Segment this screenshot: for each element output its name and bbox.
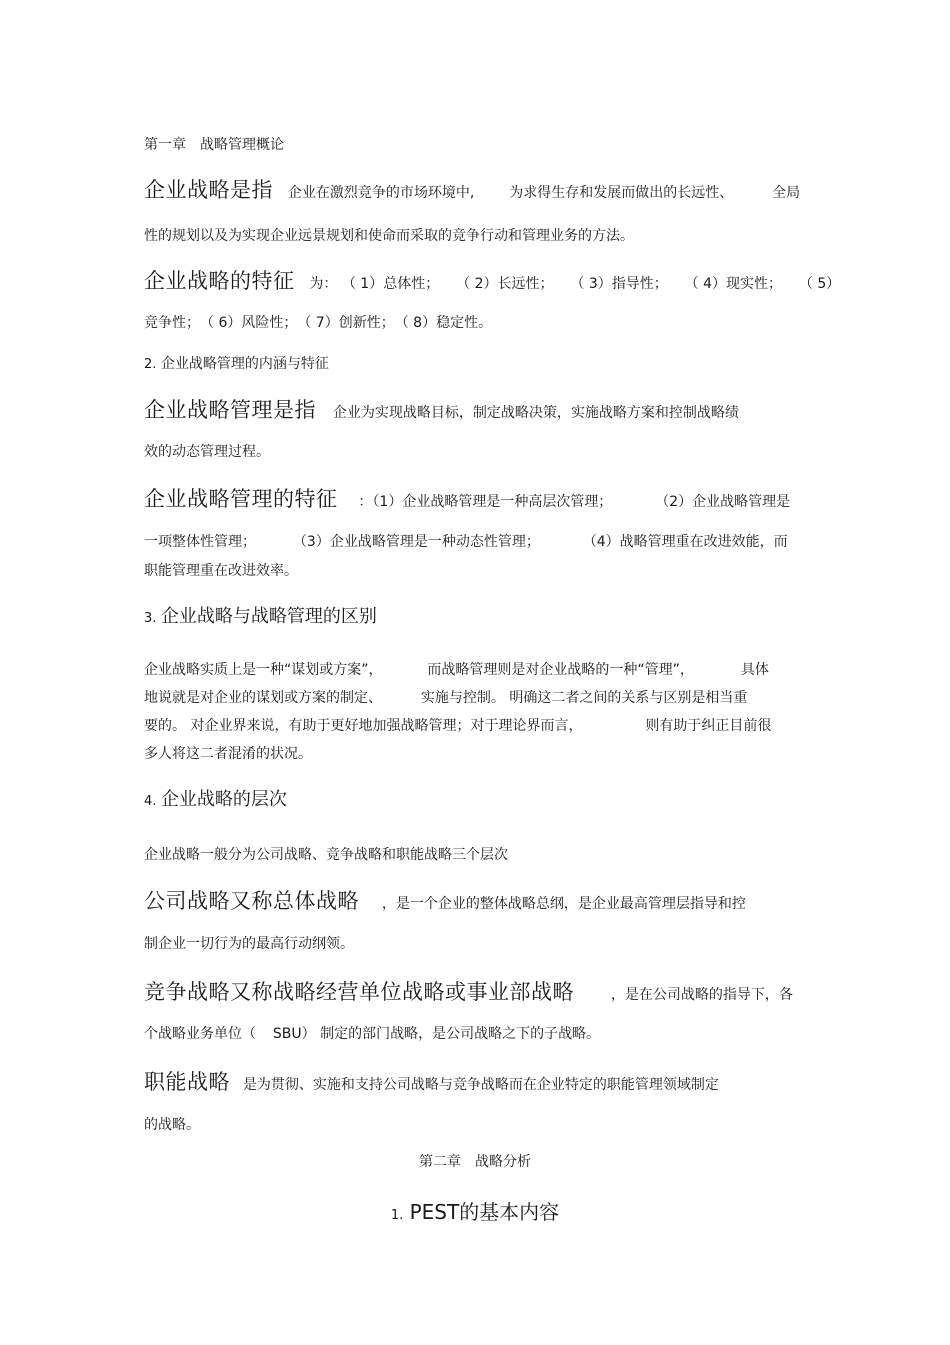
functional-strategy-line-1 [144, 1072, 719, 1095]
functional-strategy-term: 职能战略 [144, 1070, 230, 1094]
difference-text-b: 而战略管理则是对企业战略的一种“管理”， [427, 662, 694, 678]
difference-text-c: 具体 [740, 662, 769, 678]
section-3-title: 企业战略与战略管理的区别 [160, 606, 377, 627]
section-3-number: 3. [144, 611, 157, 626]
difference-text-d: 地说就是对企业的谋划或方案的制定、 [144, 690, 382, 706]
chapter-1-title [144, 135, 284, 155]
strategy-definition-term: 企业战略是指 [144, 178, 273, 202]
mgmt-features-text-d: （3）企业战略管理是一种动态性管理； [292, 534, 540, 550]
chapter-2-section-1-heading [0, 1198, 950, 1230]
mgmt-definition-term: 企业战略管理是指 [144, 398, 316, 422]
strategy-features-term: 企业战略的特征 [144, 269, 295, 293]
chapter-2-title [0, 1152, 950, 1172]
strategy-feature-1: （ 1）总体性； [341, 276, 440, 292]
levels-intro [144, 845, 508, 865]
functional-strategy-line-2 [144, 1115, 200, 1135]
strategy-definition-text-c: 全局 [772, 185, 801, 201]
section-3-heading [144, 607, 377, 629]
mgmt-features-term: 企业战略管理的特征 [144, 487, 338, 511]
strategy-feature-2: （ 2）长远性； [456, 276, 554, 292]
mgmt-definition-text-line2: 效的动态管理过程。 [144, 444, 270, 460]
mgmt-features-text-b: （2）企业战略管理是 [655, 494, 791, 510]
corporate-strategy-text-a: ，是一个企业的整体战略总纲，是企业最高管理层指导和控 [381, 896, 746, 912]
mgmt-definition-text-a: 企业为实现战略目标，制定战略决策，实施战略方案和控制战略绩 [332, 405, 739, 421]
section-4-heading [144, 790, 287, 812]
functional-strategy-text-a: 是为贯彻、实施和支持公司战略与竞争战略而在企业特定的职能管理领域制定 [242, 1077, 719, 1093]
difference-text-f: 要的。 对企业界来说，有助于更好地加强战略管理；对于理论界而言， [144, 718, 583, 734]
difference-text-a: 企业战略实质上是一种“谋划或方案”， [144, 662, 383, 678]
corporate-strategy-text-line2: 制企业一切行为的最高行动纲领。 [144, 936, 354, 952]
mgmt-features-line-3 [144, 561, 298, 581]
difference-text-g: 则有助于纠正目前很 [645, 718, 772, 734]
strategy-definition-text-line2: 性的规划以及为实现企业远景规划和使命而采取的竞争行动和管理业务的方法。 [144, 228, 634, 244]
difference-line-2 [144, 688, 747, 708]
strategy-definition-text-b: 为求得生存和发展而做出的长远性、 [509, 185, 734, 201]
strategy-features-line-2 [144, 313, 492, 333]
difference-line-4 [144, 744, 312, 764]
corporate-strategy-line-1 [144, 891, 746, 914]
strategy-definition-text-a: 企业在激烈竞争的市场环境中, [287, 185, 475, 201]
mgmt-features-line-1 [144, 489, 790, 512]
section-4-title: 企业战略的层次 [160, 789, 287, 810]
strategy-feature-3: （ 3）指导性； [570, 276, 668, 292]
strategy-definition-line-1 [144, 180, 800, 203]
mgmt-features-line-2 [144, 532, 788, 552]
strategy-definition-line-2 [144, 226, 634, 246]
mgmt-definition-line-1 [144, 400, 739, 423]
competitive-strategy-text-b: 个战略业务单位（ [144, 1026, 256, 1042]
mgmt-features-text-a: ：（1）企业战略管理是一种高层次管理； [358, 494, 613, 510]
mgmt-definition-line-2 [144, 442, 270, 462]
chapter-2-title-text: 第二章 战略分析 [419, 1154, 531, 1170]
levels-intro-text: 企业战略一般分为公司战略、竞争战略和职能战略三个层次 [144, 847, 508, 863]
section-2-number: 2. [144, 357, 157, 372]
competitive-strategy-text-a: ，是在公司战略的指导下，各 [610, 987, 793, 1003]
strategy-feature-4: （ 4）现实性； [684, 276, 783, 292]
chapter-2-section-1-number: 1. [390, 1208, 404, 1223]
strategy-features-text-line2: 竞争性； （ 6）风险性； （ 7）创新性； （ 8）稳定性。 [144, 315, 493, 331]
competitive-strategy-line-2 [144, 1024, 600, 1044]
difference-line-3 [144, 716, 771, 736]
chapter-1-title-text: 第一章 战略管理概论 [144, 137, 284, 153]
mgmt-features-text-line3: 职能管理重在改进效率。 [144, 563, 298, 579]
mgmt-features-text-c: 一项整体性管理； [144, 534, 256, 550]
difference-text-e: 实施与控制。 明确这二者之间的关系与区别是相当重 [420, 690, 748, 706]
strategy-features-line-1 [144, 271, 840, 294]
competitive-strategy-text-c: 制定的部门战略，是公司战略之下的子战略。 [320, 1026, 601, 1042]
functional-strategy-text-line2: 的战略。 [144, 1117, 200, 1133]
strategy-features-intro: 为： [309, 276, 338, 292]
corporate-strategy-term: 公司战略又称总体战略 [144, 889, 359, 913]
strategy-feature-5: （ 5） [798, 276, 841, 292]
corporate-strategy-line-2 [144, 934, 354, 954]
difference-line-1 [144, 660, 769, 680]
section-4-number: 4. [144, 794, 157, 809]
competitive-strategy-term: 竞争战略又称战略经营单位战略或事业部战略 [144, 980, 574, 1004]
competitive-strategy-line-1 [144, 982, 793, 1005]
competitive-strategy-sbu: SBU） [272, 1026, 316, 1042]
difference-text-line4: 多人将这二者混淆的状况。 [144, 746, 312, 762]
section-2-title: 企业战略管理的内涵与特征 [160, 356, 329, 372]
section-2-heading [144, 354, 329, 375]
chapter-2-section-1-title: PEST的基本内容 [409, 1200, 560, 1224]
mgmt-features-text-e: （4）战略管理重在改进效能，而 [582, 534, 788, 550]
